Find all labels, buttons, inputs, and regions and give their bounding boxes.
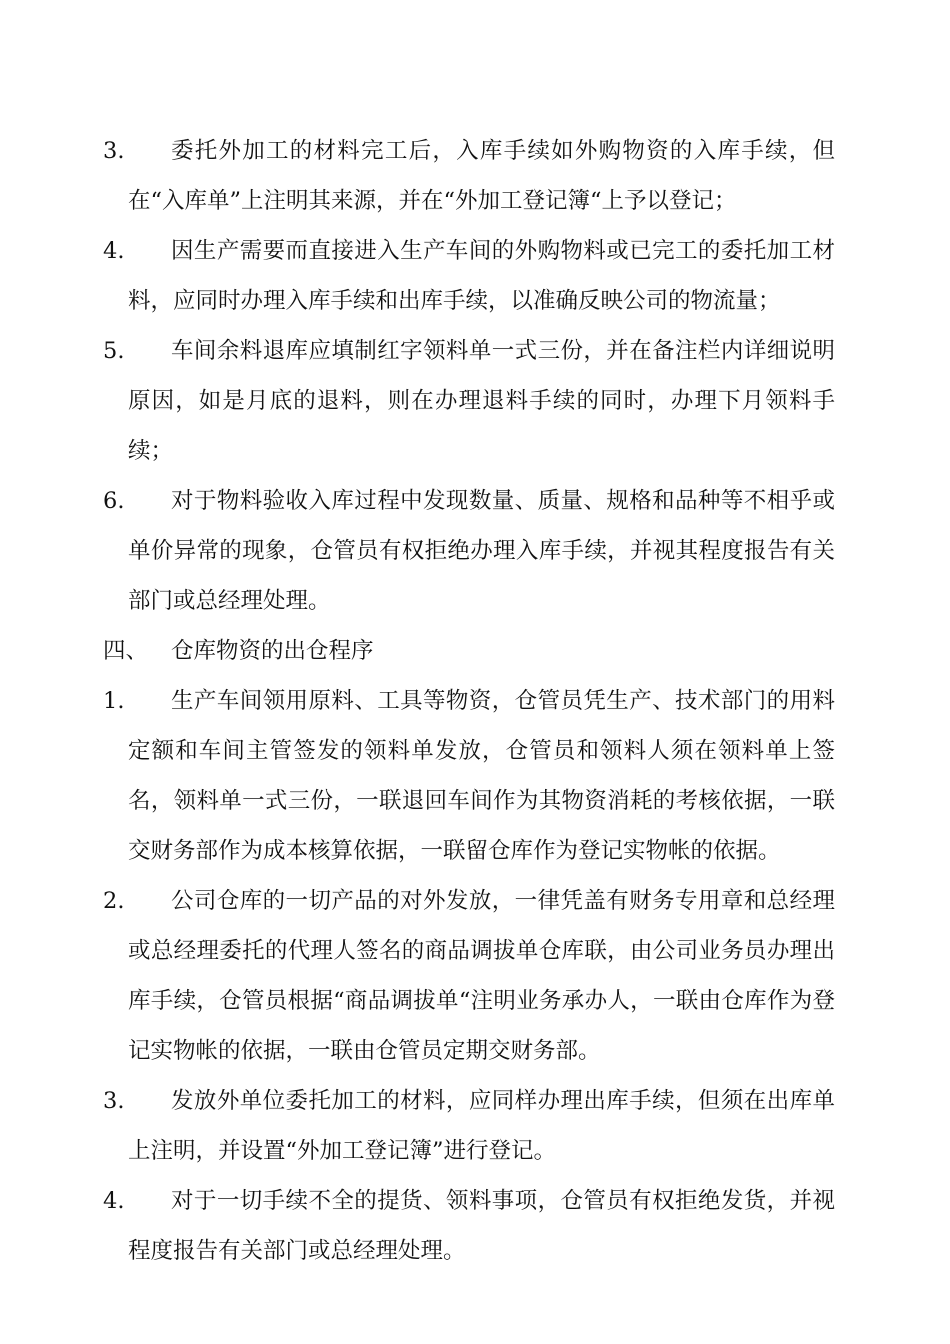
section-number: 四、 (103, 638, 149, 664)
list-item (0, 126, 950, 226)
item-number: 5. (103, 338, 125, 364)
item-number: 2. (103, 888, 125, 914)
item-text: 委托外加工的材料完工后，入库手续如外购物资的入库手续，但在“入库单”上注明其来源，并在“外加工登记簿“上予以登记； (128, 138, 835, 214)
item-text: 因生产需要而直接进入生产车间的外购物料或已完工的委托加工材料，应同时办理入库手续和出库手续，以准确反映公司的物流量； (128, 238, 835, 314)
list-item (0, 1076, 950, 1176)
item-number: 1. (103, 688, 125, 714)
list-item (0, 876, 950, 1076)
item-text: 生产车间领用原料、工具等物资，仓管员凭生产、技术部门的用料定额和车间主管签发的领料单发放，仓管员和领料人须在领料单上签名，领料单一式三份，一联退回车间作为其物资消耗的考核依据，一联交财务部作为成本核算依据，一联留仓库作为登记实物帐的依据。 (128, 688, 835, 864)
list-item (0, 326, 950, 476)
item-number: 4. (103, 238, 125, 264)
document-page (0, 126, 950, 1276)
list-item (0, 476, 950, 626)
list-item (0, 676, 950, 876)
list-item (0, 1176, 950, 1276)
item-number: 6. (103, 488, 125, 514)
item-number: 3. (103, 1088, 125, 1114)
list-item (0, 226, 950, 326)
section-title: 仓库物资的出仓程序 (171, 638, 374, 664)
item-text: 发放外单位委托加工的材料，应同样办理出库手续，但须在出库单上注明，并设置“外加工登记簿”进行登记。 (128, 1088, 835, 1164)
item-text: 对于一切手续不全的提货、领料事项，仓管员有权拒绝发货，并视程度报告有关部门或总经理处理。 (128, 1188, 835, 1264)
item-number: 3. (103, 138, 125, 164)
item-text: 公司仓库的一切产品的对外发放，一律凭盖有财务专用章和总经理或总经理委托的代理人签名的商品调拔单仓库联，由公司业务员办理出库手续，仓管员根据“商品调拔单“注明业务承办人，一联由仓库作为登记实物帐的依据，一联由仓管员定期交财务部。 (128, 888, 835, 1064)
item-text: 对于物料验收入库过程中发现数量、质量、规格和品种等不相乎或单价异常的现象，仓管员有权拒绝办理入库手续，并视其程度报告有关部门或总经理处理。 (128, 488, 835, 614)
item-text: 车间余料退库应填制红字领料单一式三份，并在备注栏内详细说明原因，如是月底的退料，则在办理退料手续的同时，办理下月领料手续； (128, 338, 835, 464)
section-heading (0, 626, 950, 676)
item-number: 4. (103, 1188, 125, 1214)
